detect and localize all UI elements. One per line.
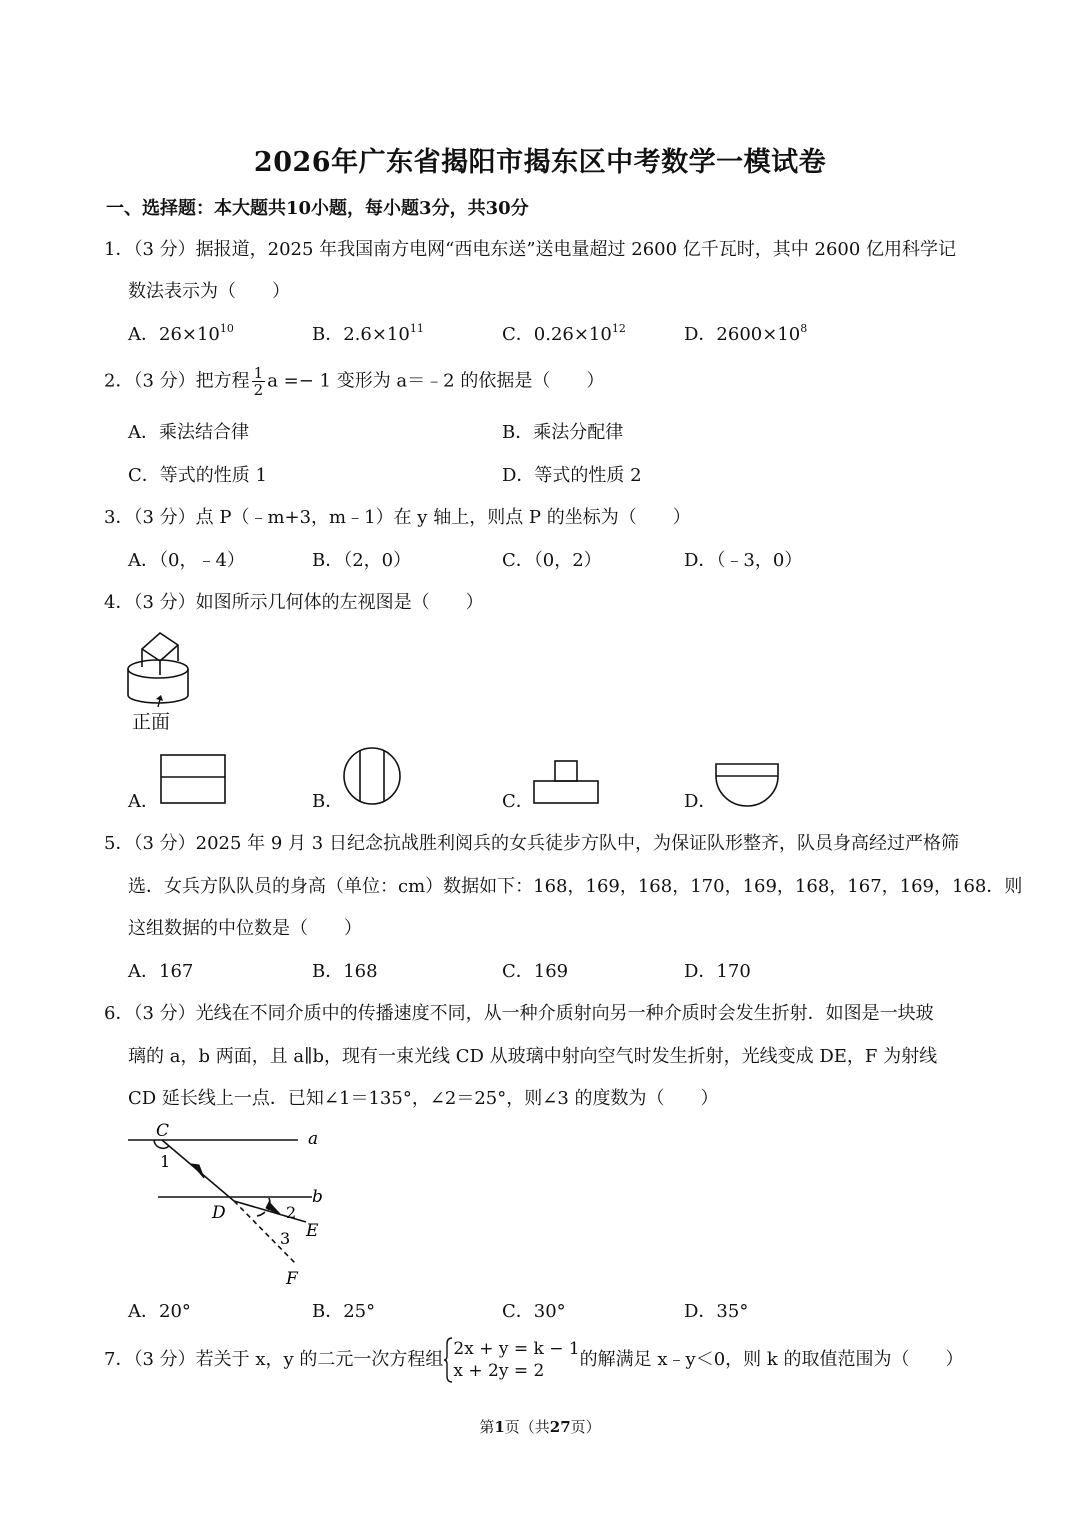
q3-stem: 3．（3 分）点 P（﹣m+3，m﹣1）在 y 轴上，则点 P 的坐标为（ ）	[104, 507, 691, 528]
q5-option-b: B．168	[312, 961, 378, 982]
q4-option-a: A．	[128, 791, 159, 812]
q6-option-b: B．25°	[312, 1301, 376, 1322]
equation-1: 2x + y = k − 1	[453, 1339, 580, 1359]
q3-option-a: A．（0，﹣4）	[128, 550, 245, 571]
q2-option-b: B．乘法分配律	[502, 422, 624, 443]
q7-stem: 7．（3 分）若关于 x，y 的二元一次方程组 2x + y = k − 1 x + 2y = 2 的解满足 x﹣y＜0，则 k 的取值范围为（ ）	[104, 1336, 964, 1386]
q6-stem-line1: 6．（3 分）光线在不同介质中的传播速度不同，从一种介质射向另一种介质时会发生折射．如图是一块玻	[104, 1003, 934, 1024]
q1-stem-line2: 数法表示为（ ）	[128, 281, 290, 302]
q5-option-d: D．170	[684, 961, 751, 982]
label-F: F	[286, 1269, 298, 1289]
q1-option-d: D．$2600\times 10^8$	[684, 322, 808, 345]
label-E: E	[306, 1221, 319, 1241]
q1-option-b: B．$2.6\times 10^{11}$	[312, 322, 424, 345]
q5-option-c: C．169	[502, 961, 569, 982]
q5-stem-line1: 5．（3 分）2025 年 9 月 3 日纪念抗战胜利阅兵的女兵徒步方队中，为保证队形整齐，队员身高经过严格筛	[104, 833, 959, 854]
equation-2: x + 2y = 2	[453, 1361, 545, 1381]
brace-icon	[443, 1336, 453, 1384]
q6-option-a: A．20°	[128, 1301, 191, 1322]
q2-option-a: A．乘法结合律	[128, 422, 249, 443]
page-title: 2026年广东省揭阳市揭东区中考数学一模试卷	[253, 147, 827, 178]
q2-stem: 2．（3 分）把方程 $\frac{1}{2}$ a =− 1 变形为 a＝﹣2 的依据是（ ）	[104, 364, 605, 399]
option-c-figure	[533, 760, 601, 806]
page-footer: 第1页（共27页）	[479, 1418, 601, 1436]
q4-option-b: B．	[312, 791, 344, 812]
q4-option-d: D．	[684, 791, 717, 812]
q1-stem-line1: 1．（3 分）据报道，2025 年我国南方电网“西电东送”送电量超过 2600 亿千瓦时，其中 2600 亿用科学记	[104, 239, 957, 260]
q6-stem-line3: CD 延长线上一点．已知∠1＝135°，∠2＝25°，则∠3 的度数为（ ）	[128, 1088, 719, 1109]
q6-stem-line2: 璃的 a，b 两面，且 a∥b，现有一束光线 CD 从玻璃中射向空气时发生折射，光线变成 DE，F 为射线	[128, 1046, 938, 1067]
q3-option-b: B．（2，0）	[312, 550, 412, 571]
label-angle-1: 1	[160, 1152, 171, 1171]
solid-figure	[120, 625, 200, 710]
q2-option-d: D．等式的性质 2	[502, 465, 642, 486]
refraction-diagram	[120, 1118, 340, 1290]
equation-system	[453, 1338, 579, 1382]
q5-stem-line3: 这组数据的中位数是（ ）	[128, 918, 362, 939]
option-d-figure	[714, 758, 782, 810]
label-angle-2: 2	[286, 1203, 297, 1222]
label-angle-3: 3	[280, 1229, 291, 1248]
q2-option-c: C．等式的性质 1	[128, 465, 267, 486]
q4-option-c: C．	[502, 791, 534, 812]
section-heading: 一、选择题：本大题共10小题，每小题3分，共30分	[106, 198, 529, 219]
q3-option-c: C．（0，2）	[502, 550, 602, 571]
q3-option-d: D．（﹣3，0）	[684, 550, 803, 571]
q5-stem-line2: 选．女兵方队队员的身高（单位：cm）数据如下：168，169，168，170，169，168，167，169，168．则	[128, 876, 1023, 897]
q6-option-d: D．35°	[684, 1301, 749, 1322]
label-a: a	[308, 1129, 319, 1149]
fraction-one-half: $\frac{1}{2}$	[253, 364, 264, 399]
label-D: D	[212, 1203, 226, 1223]
option-b-figure	[342, 746, 404, 808]
q1-option-a: A．$26\times 10^{10}$	[128, 322, 234, 345]
q1-option-c: C．$0.26\times 10^{12}$	[502, 322, 626, 345]
q5-option-a: A．167	[128, 961, 194, 982]
front-label: 正面	[132, 711, 171, 733]
label-b: b	[312, 1187, 323, 1207]
q6-option-c: C．30°	[502, 1301, 566, 1322]
label-C: C	[156, 1121, 170, 1141]
option-a-figure	[160, 754, 228, 806]
q4-stem: 4．（3 分）如图所示几何体的左视图是（ ）	[104, 592, 484, 613]
